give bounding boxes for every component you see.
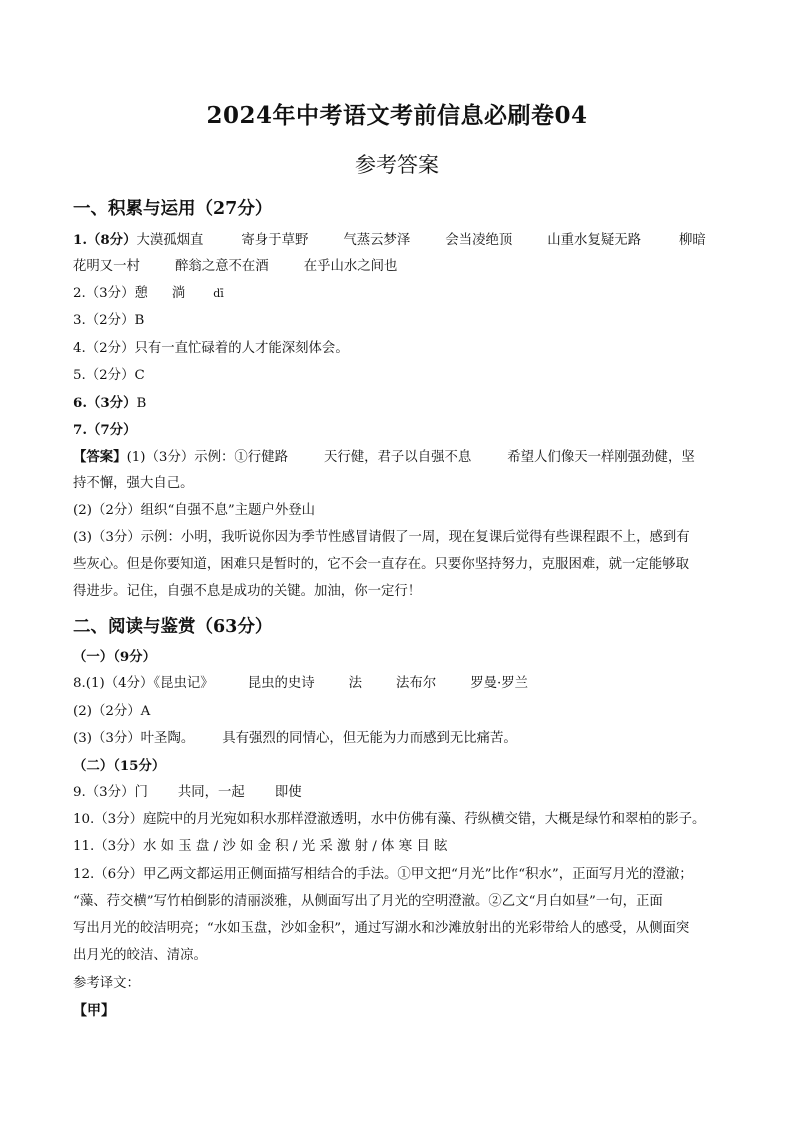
- q7-part3-line-2: 些灰心。但是你要知道，困难只是暂时的，它不会一直存在。只要你坚持努力，克服困难，就一定能够取: [73, 557, 689, 572]
- q7-part1-answer-b: 天行健，君子以自强不息: [323, 450, 472, 465]
- q9-answer-2: 共同，一起: [177, 785, 245, 800]
- q7-part1-answer-c: 希望人们像天一样刚强劲健，坚: [507, 450, 695, 465]
- q2-line: [73, 285, 224, 303]
- q5-answer: C: [134, 368, 145, 383]
- q8-line-1: [73, 675, 528, 693]
- q7-answer-label: 【答案】: [73, 449, 127, 465]
- q8-answer-4: 法布尔: [396, 676, 437, 691]
- q2-answer-2: 淌: [171, 286, 186, 301]
- q9-line: [73, 784, 302, 802]
- q3-answer: B: [134, 313, 145, 328]
- part1-label: （一）（9分）: [73, 649, 156, 665]
- q4-number: 4.（2分）: [73, 341, 135, 356]
- q7-number: 7.（7分）: [73, 422, 137, 438]
- q8-answer-2: 昆虫的史诗: [247, 676, 315, 691]
- q8-answer-1: 《昆虫记》: [153, 676, 214, 691]
- q8-answer-3: 法: [348, 676, 363, 691]
- q1-answer-5: 山重水复疑无路: [547, 233, 642, 248]
- q8-part2-line: (2)（2分）A: [73, 704, 151, 719]
- q3-number: 3.（2分）: [73, 313, 135, 328]
- q5-number: 5.（2分）: [73, 368, 135, 383]
- translation-label: 参考译文：: [73, 976, 140, 991]
- q6-answer: B: [136, 396, 147, 411]
- q1-line-1: [73, 231, 706, 250]
- q2-answer-1: 憩: [134, 286, 148, 301]
- q7-part3-line-1: (3)（3分）示例：小明，我听说你因为季节性感冒请假了一周，现在复课后觉得有些课程跟不上，感到有: [73, 530, 690, 545]
- q9-number: 9.（3分）: [73, 785, 135, 800]
- q6-line: [73, 394, 146, 413]
- q1-number: 1.（8分）: [73, 232, 137, 248]
- q9-answer-3: 即使: [274, 785, 302, 800]
- q11-line: 11.（3分）水 如 玉 盘 / 沙 如 金 积 / 光 采 激 射 / 体 寒 目 眩: [73, 839, 448, 854]
- q7-part1-prefix: (1)（3分）示例：①行健路: [126, 450, 288, 465]
- q1-answer-9: 在乎山水之间也: [303, 259, 398, 274]
- q7-part2-line: (2)（2分）组织“自强不息”主题户外登山: [73, 503, 316, 518]
- q12-line-1: 12.（6分）甲乙两文都运用正侧面描写相结合的手法。①甲文把“月光”比作“积水”，正面写月光的澄澈；: [73, 867, 693, 882]
- q8-answer-5: 罗曼·罗兰: [470, 676, 529, 691]
- q9-answer-1: 门: [134, 785, 148, 800]
- q1-line-2: [73, 258, 397, 276]
- q2-answer-3: dī: [213, 287, 224, 300]
- q7-part1-line-1: [73, 448, 695, 467]
- q7-part1-line-2: 持不懈，强大自己。: [73, 476, 194, 491]
- q10-line: 10.（3分）庭院中的月光宛如积水那样澄澈透明，水中仿佛有藻、荇纵横交错，大概是绿竹和翠柏的影子。: [73, 812, 706, 827]
- q1-answer-3: 气蒸云梦泽: [343, 233, 411, 248]
- jia-label: 【甲】: [73, 1003, 115, 1019]
- section-heading-2: 二、阅读与鉴赏（63分）: [73, 617, 273, 637]
- q4-answer: 只有一直忙碌着的人才能深刻体会。: [134, 341, 349, 356]
- document-title: 2024年中考语文考前信息必刷卷04: [206, 102, 588, 129]
- q6-number: 6.（3分）: [73, 395, 137, 411]
- q1-answer-7: 花明又一村: [73, 259, 140, 274]
- q1-answer-6: 柳暗: [679, 233, 706, 248]
- q8-number: 8.(1)（4分）: [73, 676, 154, 691]
- q4-line: [73, 340, 349, 358]
- q12-line-2: “藻、荇交横”写竹柏倒影的清丽淡雅，从侧面写出了月光的空明澄澈。②乙文“月白如昼”一句，正面: [73, 894, 663, 909]
- q8-part3-answer-a: (3)（3分）叶圣陶。: [73, 731, 195, 746]
- section-heading-1: 一、积累与运用（27分）: [73, 199, 273, 219]
- q1-answer-4: 会当凌绝顶: [445, 233, 513, 248]
- q2-number: 2.（3分）: [73, 286, 135, 301]
- q12-line-3: 写出月光的皎洁明亮；“水如玉盘，沙如金积”，通过写湖水和沙滩放射出的光彩带给人的感受，从侧面突: [73, 921, 690, 936]
- q12-line-4: 出月光的皎洁、清凉。: [73, 948, 207, 963]
- q8-part3-line: [73, 730, 517, 748]
- q3-line: [73, 312, 144, 330]
- q8-part3-answer-b: 具有强烈的同情心，但无能为力而感到无比痛苦。: [222, 731, 517, 746]
- q1-answer-8: 醉翁之意不在酒: [174, 259, 269, 274]
- q5-line: [73, 367, 145, 385]
- document-subtitle: 参考答案: [355, 153, 439, 177]
- q1-answer-1: 大漠孤烟直: [136, 233, 204, 248]
- part2-label: （二）（15分）: [73, 758, 166, 774]
- q1-answer-2: 寄身于草野: [241, 233, 309, 248]
- q7-part3-line-3: 得进步。记住，自强不息是成功的关键。加油，你一定行！: [73, 584, 422, 599]
